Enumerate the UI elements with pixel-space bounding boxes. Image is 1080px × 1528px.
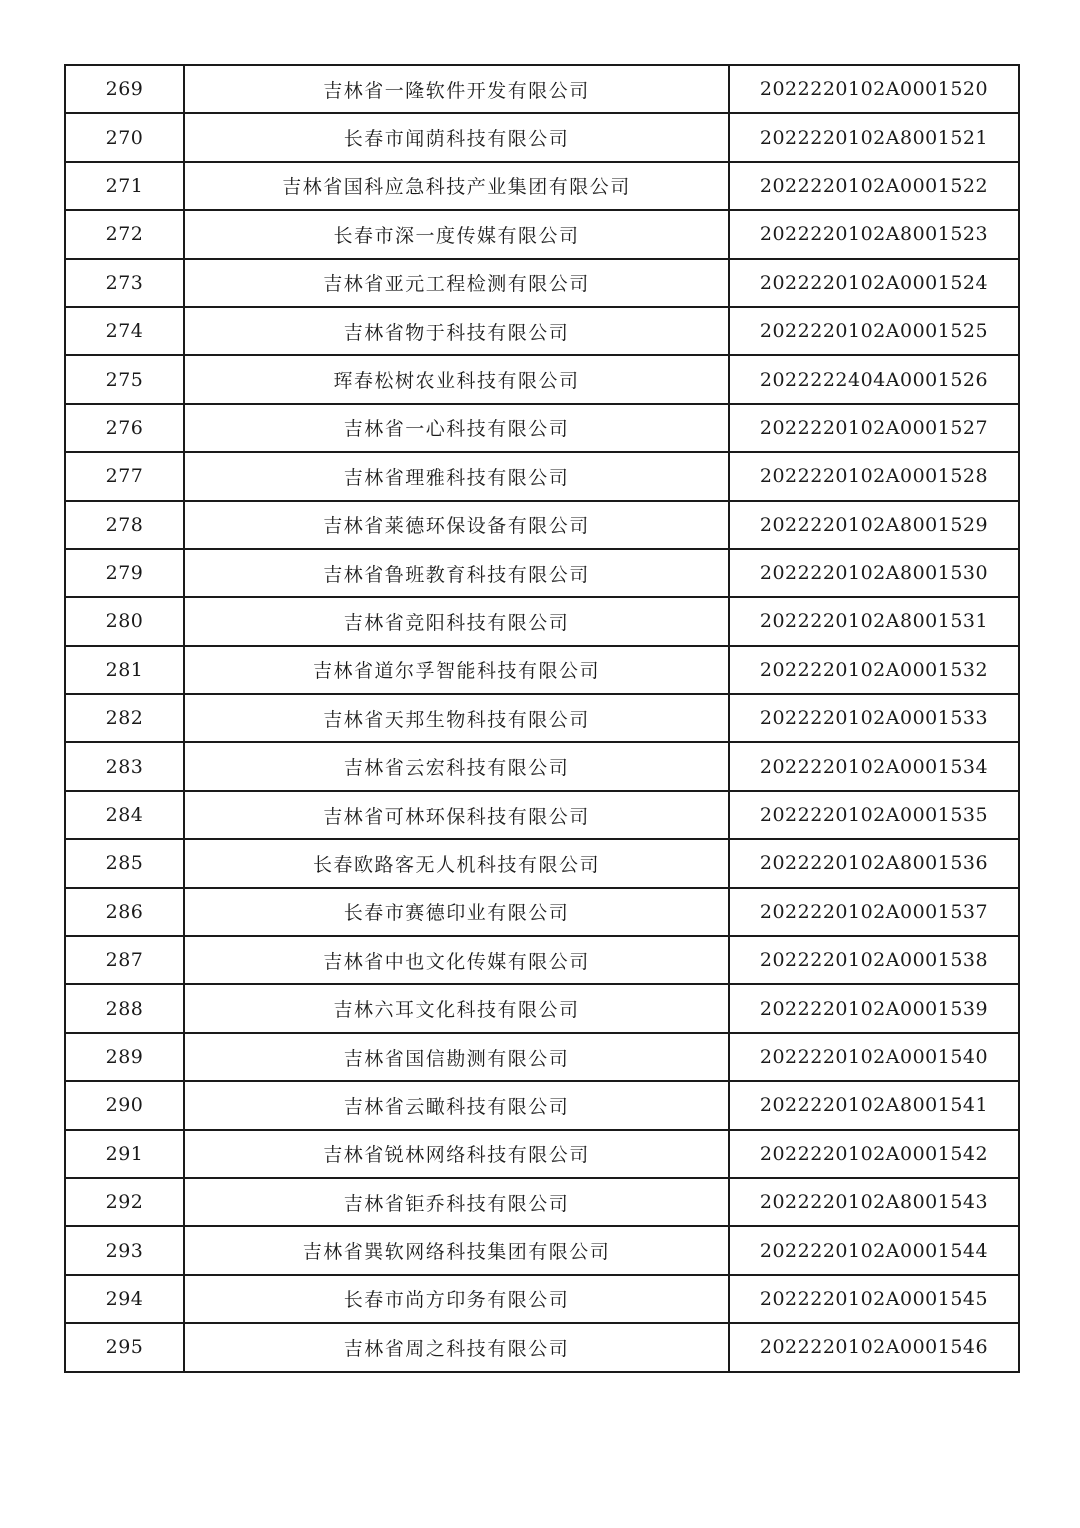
table-row	[65, 1081, 1019, 1129]
table-row	[65, 984, 1019, 1032]
company-name-cell: 吉林省国科应急科技产业集团有限公司	[184, 162, 729, 210]
row-number-cell: 286	[65, 888, 184, 936]
registration-code-cell: 2022220102A0001542	[729, 1130, 1019, 1178]
company-name-cell: 吉林省道尔孚智能科技有限公司	[184, 646, 729, 694]
company-name-cell: 吉林省钜乔科技有限公司	[184, 1178, 729, 1226]
row-number-cell: 274	[65, 307, 184, 355]
registration-code-cell: 2022220102A8001521	[729, 113, 1019, 161]
company-name-cell: 吉林省理雅科技有限公司	[184, 452, 729, 500]
row-number-cell: 276	[65, 404, 184, 452]
registration-code-cell: 2022220102A0001538	[729, 936, 1019, 984]
company-name-cell: 长春欧路客无人机科技有限公司	[184, 839, 729, 887]
row-number-cell: 294	[65, 1275, 184, 1323]
company-name-cell: 吉林省巽软网络科技集团有限公司	[184, 1226, 729, 1274]
row-number-cell: 275	[65, 355, 184, 403]
registration-code-cell: 2022220102A8001523	[729, 210, 1019, 258]
registration-code-cell: 2022220102A0001532	[729, 646, 1019, 694]
registration-code-cell: 2022222404A0001526	[729, 355, 1019, 403]
table-row	[65, 646, 1019, 694]
table-row	[65, 694, 1019, 742]
company-name-cell: 珲春松树农业科技有限公司	[184, 355, 729, 403]
registration-code-cell: 2022220102A8001530	[729, 549, 1019, 597]
row-number-cell: 277	[65, 452, 184, 500]
table-row	[65, 1130, 1019, 1178]
company-name-cell: 吉林省可林环保科技有限公司	[184, 791, 729, 839]
company-name-cell: 长春市深一度传媒有限公司	[184, 210, 729, 258]
company-name-cell: 长春市赛德印业有限公司	[184, 888, 729, 936]
registration-code-cell: 2022220102A8001536	[729, 839, 1019, 887]
company-name-cell: 吉林省云宏科技有限公司	[184, 742, 729, 790]
registration-code-cell: 2022220102A0001540	[729, 1033, 1019, 1081]
row-number-cell: 293	[65, 1226, 184, 1274]
registration-code-cell: 2022220102A0001525	[729, 307, 1019, 355]
table-row	[65, 259, 1019, 307]
registration-code-cell: 2022220102A0001533	[729, 694, 1019, 742]
company-name-cell: 吉林省国信勘测有限公司	[184, 1033, 729, 1081]
table-row	[65, 742, 1019, 790]
row-number-cell: 285	[65, 839, 184, 887]
registration-code-cell: 2022220102A0001528	[729, 452, 1019, 500]
registry-table-body	[65, 65, 1019, 1372]
table-row	[65, 355, 1019, 403]
table-row	[65, 839, 1019, 887]
registration-code-cell: 2022220102A0001539	[729, 984, 1019, 1032]
table-row	[65, 791, 1019, 839]
row-number-cell: 278	[65, 501, 184, 549]
registration-code-cell: 2022220102A0001524	[729, 259, 1019, 307]
table-row	[65, 113, 1019, 161]
company-name-cell: 吉林省云瞰科技有限公司	[184, 1081, 729, 1129]
company-name-cell: 吉林省中也文化传媒有限公司	[184, 936, 729, 984]
row-number-cell: 281	[65, 646, 184, 694]
row-number-cell: 284	[65, 791, 184, 839]
company-name-cell: 吉林省亚元工程检测有限公司	[184, 259, 729, 307]
row-number-cell: 283	[65, 742, 184, 790]
registration-code-cell: 2022220102A0001546	[729, 1323, 1019, 1371]
row-number-cell: 289	[65, 1033, 184, 1081]
registration-code-cell: 2022220102A8001529	[729, 501, 1019, 549]
registration-code-cell: 2022220102A0001522	[729, 162, 1019, 210]
company-name-cell: 吉林省鲁班教育科技有限公司	[184, 549, 729, 597]
company-name-cell: 吉林省周之科技有限公司	[184, 1323, 729, 1371]
company-name-cell: 吉林省一心科技有限公司	[184, 404, 729, 452]
row-number-cell: 270	[65, 113, 184, 161]
registration-code-cell: 2022220102A0001535	[729, 791, 1019, 839]
table-row	[65, 936, 1019, 984]
company-registry-table	[64, 64, 1020, 1373]
row-number-cell: 269	[65, 65, 184, 113]
company-name-cell: 吉林省一隆软件开发有限公司	[184, 65, 729, 113]
company-name-cell: 长春市尚方印务有限公司	[184, 1275, 729, 1323]
company-name-cell: 长春市闻荫科技有限公司	[184, 113, 729, 161]
row-number-cell: 279	[65, 549, 184, 597]
table-row	[65, 888, 1019, 936]
row-number-cell: 280	[65, 597, 184, 645]
registration-code-cell: 2022220102A8001531	[729, 597, 1019, 645]
row-number-cell: 295	[65, 1323, 184, 1371]
company-name-cell: 吉林省物于科技有限公司	[184, 307, 729, 355]
table-row	[65, 452, 1019, 500]
table-row	[65, 549, 1019, 597]
table-row	[65, 1275, 1019, 1323]
table-row	[65, 1033, 1019, 1081]
row-number-cell: 272	[65, 210, 184, 258]
row-number-cell: 282	[65, 694, 184, 742]
row-number-cell: 292	[65, 1178, 184, 1226]
registration-code-cell: 2022220102A0001544	[729, 1226, 1019, 1274]
company-name-cell: 吉林省竞阳科技有限公司	[184, 597, 729, 645]
company-name-cell: 吉林省锐林网络科技有限公司	[184, 1130, 729, 1178]
table-row	[65, 404, 1019, 452]
registration-code-cell: 2022220102A0001537	[729, 888, 1019, 936]
row-number-cell: 291	[65, 1130, 184, 1178]
registration-code-cell: 2022220102A8001543	[729, 1178, 1019, 1226]
table-row	[65, 162, 1019, 210]
row-number-cell: 290	[65, 1081, 184, 1129]
row-number-cell: 273	[65, 259, 184, 307]
company-name-cell: 吉林六耳文化科技有限公司	[184, 984, 729, 1032]
table-row	[65, 501, 1019, 549]
company-name-cell: 吉林省天邦生物科技有限公司	[184, 694, 729, 742]
row-number-cell: 271	[65, 162, 184, 210]
company-name-cell: 吉林省莱德环保设备有限公司	[184, 501, 729, 549]
row-number-cell: 287	[65, 936, 184, 984]
table-row	[65, 597, 1019, 645]
registration-code-cell: 2022220102A0001527	[729, 404, 1019, 452]
table-row	[65, 307, 1019, 355]
table-row	[65, 1178, 1019, 1226]
table-row	[65, 65, 1019, 113]
table-row	[65, 210, 1019, 258]
registration-code-cell: 2022220102A0001545	[729, 1275, 1019, 1323]
registration-code-cell: 2022220102A0001534	[729, 742, 1019, 790]
registration-code-cell: 2022220102A0001520	[729, 65, 1019, 113]
registration-code-cell: 2022220102A8001541	[729, 1081, 1019, 1129]
row-number-cell: 288	[65, 984, 184, 1032]
table-row	[65, 1226, 1019, 1274]
table-row	[65, 1323, 1019, 1371]
